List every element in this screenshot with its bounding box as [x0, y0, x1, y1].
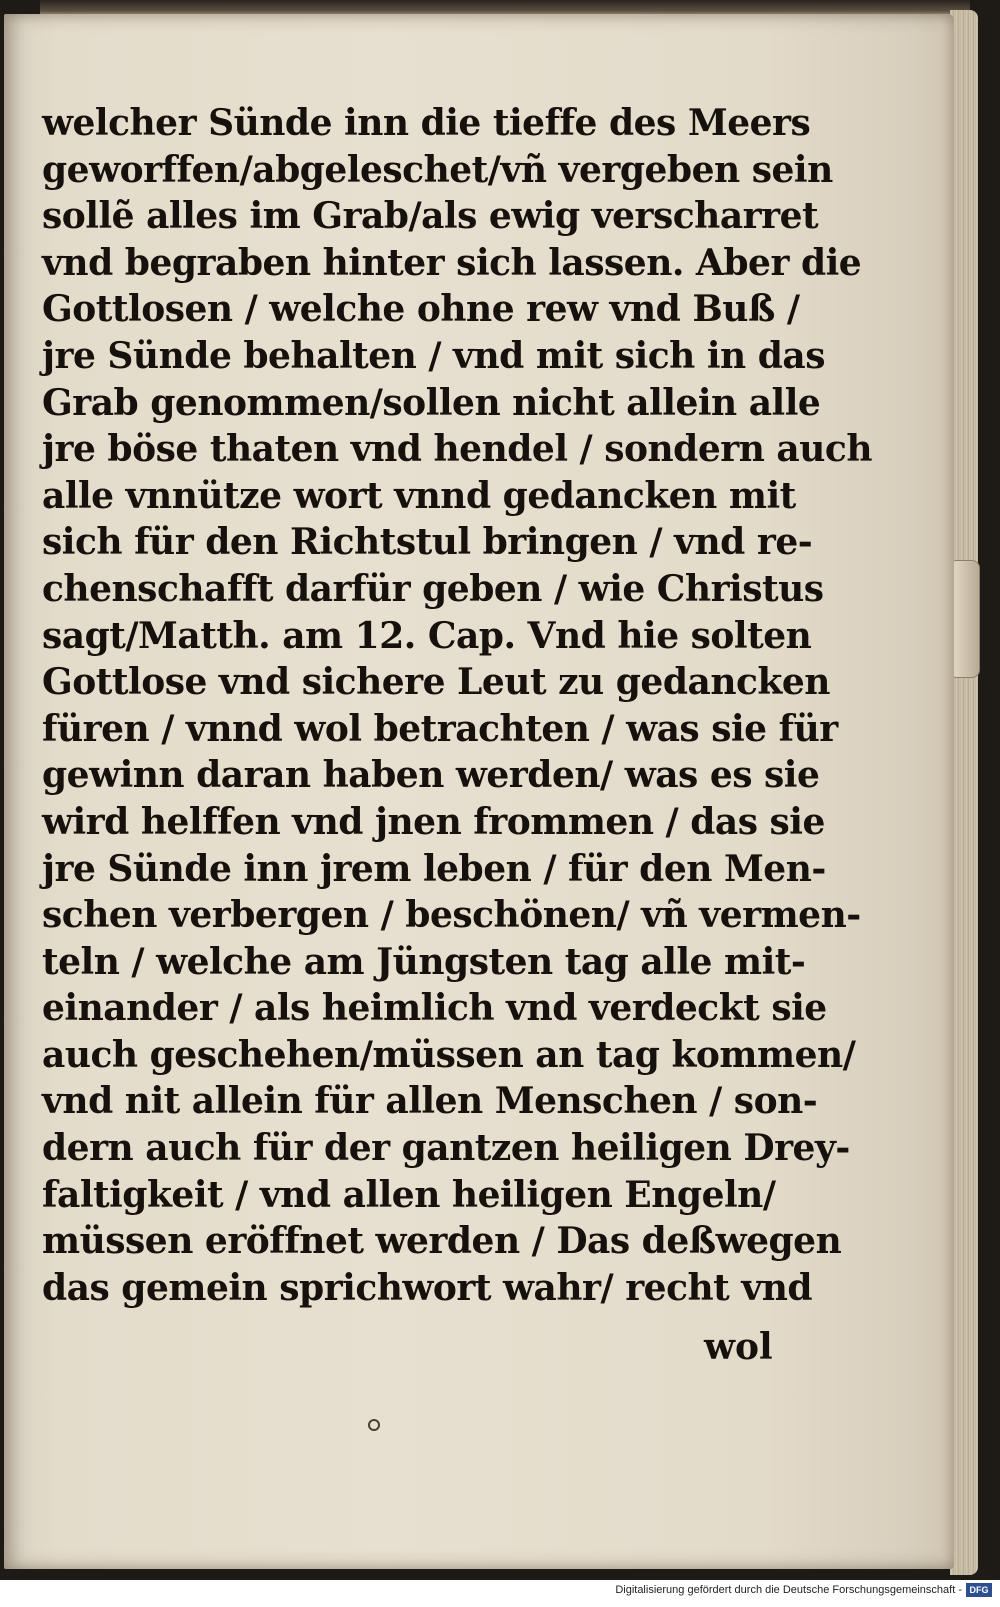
text-line: Gottlosen / welche ohne rew vnd Buß / — [42, 288, 800, 331]
text-line: alle vnnütze wort vnnd gedancken mit — [42, 474, 796, 517]
text-line: jre Sünde inn jrem leben / für den Men- — [42, 847, 826, 890]
text-line: teln / welche am Jüngsten tag alle mit- — [42, 940, 806, 983]
text-line: gewinn daran haben werden/ was es sie — [42, 754, 820, 797]
text-line: das gemein sprichwort wahr/ recht vnd — [42, 1266, 813, 1309]
text-line: welcher Sünde inn die tieffe des Meers — [42, 102, 811, 144]
page-ornament-dot — [368, 1419, 380, 1431]
text-line: faltigkeit / vnd allen heiligen Engeln/ — [42, 1173, 776, 1216]
text-line: jre Sünde behalten / vnd mit sich in das — [42, 334, 826, 377]
text-line: Gottlose vnd sichere Leut zu gedancken — [42, 661, 830, 704]
catchword: wol — [704, 1326, 773, 1368]
text-line: einander / als heimlich vnd verdeckt sie — [42, 987, 827, 1030]
text-line: auch geschehen/müssen an tag kommen/ — [42, 1033, 856, 1076]
dfg-logo: DFG — [966, 1583, 992, 1597]
text-line: schen verbergen / beschönen/ vñ vermen- — [42, 894, 861, 937]
digitization-credit: Digitalisierung gefördert durch die Deutsche Forschungsgemeinschaft - — [615, 1584, 962, 1596]
text-line: dern auch für der gantzen heiligen Drey- — [42, 1127, 850, 1170]
text-line: füren / vnnd wol betrachten / was sie für — [42, 707, 838, 750]
text-line: sollẽ alles im Grab/als ewig verscharret — [42, 195, 819, 238]
text-line: chenschafft darfür geben / wie Christus — [42, 567, 824, 610]
text-line: wird helffen vnd jnen frommen / das sie — [42, 800, 825, 843]
text-line: müssen eröffnet werden / Das deßwegen — [42, 1220, 842, 1263]
book-page — [4, 14, 954, 1569]
text-line: jre böse thaten vnd hendel / sondern auch — [42, 428, 872, 471]
book-page-stack-edge — [950, 10, 978, 1575]
text-line: Grab genommen/sollen nicht allein alle — [42, 381, 821, 424]
text-line: geworffen/abgeleschet/vñ vergeben sein — [42, 148, 833, 191]
text-line: sagt/Matth. am 12. Cap. Vnd hie solten — [42, 614, 812, 657]
page-body-text — [42, 100, 872, 1311]
text-line: vnd nit allein für allen Menschen / son- — [42, 1080, 818, 1123]
text-line: vnd begraben hinter sich lassen. Aber die — [42, 241, 862, 284]
text-line: sich für den Richtstul bringen / vnd re- — [42, 521, 813, 564]
